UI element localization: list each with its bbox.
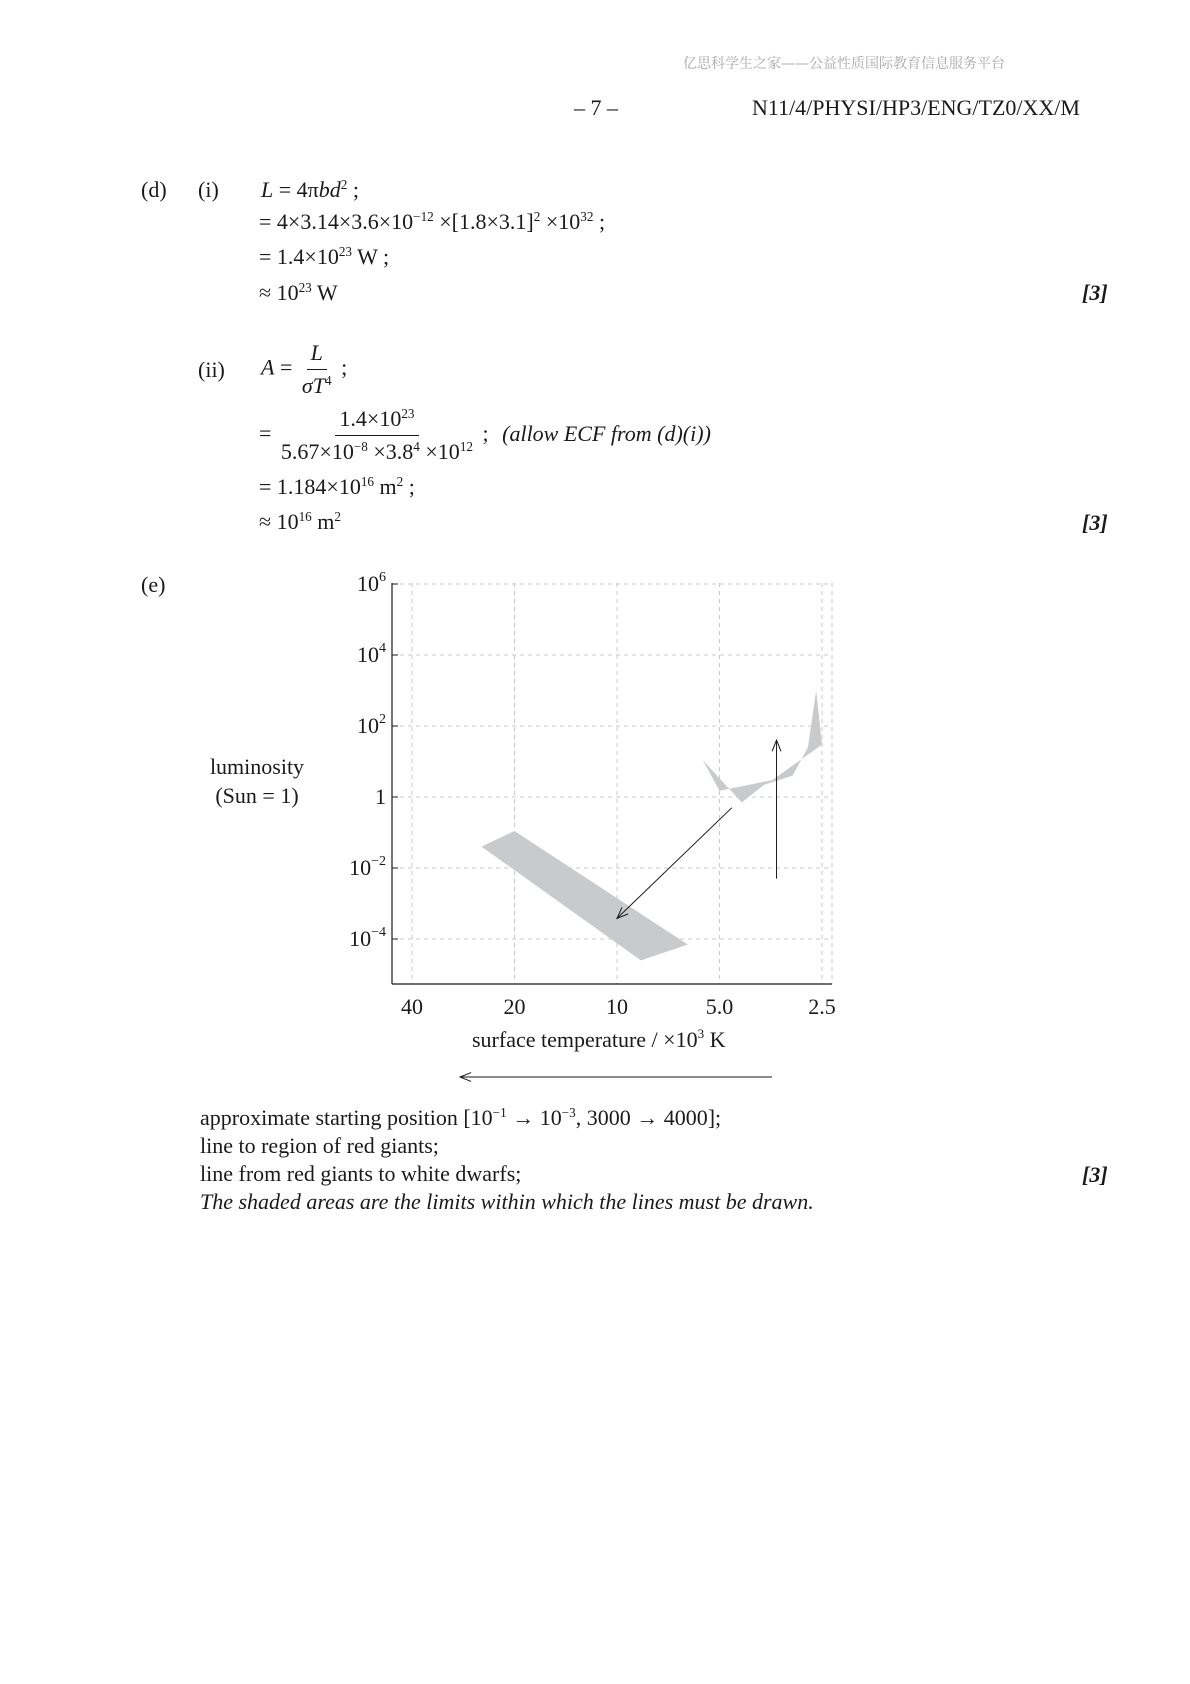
y-tick-label: 1 [375,784,386,809]
exponent: 2 [533,209,541,225]
exponent: 32 [580,209,594,225]
x-tick-label: 40 [401,994,423,1019]
e-marks: [3] [1082,1162,1108,1187]
denominator [298,370,336,399]
exponent: −3 [561,1105,576,1121]
symbol-d: d [329,177,341,202]
text: ×3.8 [367,439,414,464]
watermark: 亿思科学生之家——公益性质国际教育信息服务平台 [683,56,1005,72]
text: = [274,354,293,380]
d-ii-line-1 [261,340,347,399]
fraction [277,406,477,465]
e-answer-line-4: The shaded areas are the limits within which the lines must be drawn. [200,1189,814,1214]
text: = [259,420,272,446]
x-tick-label: 2.5 [808,994,836,1019]
text: ; [335,354,348,380]
text: ×10 [419,439,460,464]
d-ii-line-3 [259,474,415,500]
y-tick-label: $10^2$ [357,712,386,738]
text: = 1.184×10 [259,474,361,499]
symbol-A: A [261,354,275,380]
tick-labels [349,570,836,1019]
exponent: −8 [353,439,368,455]
text: m [374,474,397,499]
arrow-red-giants-to-white-dwarfs-line [617,808,732,919]
text: ×[1.8×3.1] [433,209,534,234]
text: ; [403,474,415,499]
y-axis-label-line-2: (Sun = 1) [215,783,299,808]
symbol-L: L [261,177,274,202]
text: approximate starting position [10 [200,1105,493,1130]
text: m [311,509,335,534]
text: ≈ 10 [259,509,299,534]
e-answer-line-3: line from red giants to white dwarfs; [200,1161,522,1186]
text: ; [477,420,489,446]
part-d-ii-label: (ii) [198,357,225,382]
y-tick-label: $10^{-2}$ [349,854,386,880]
symbol-b: b [318,177,330,202]
exponent: 23 [338,244,353,260]
numerator: L [307,340,327,370]
exponent: 16 [298,509,312,525]
y-tick-label: $10^6$ [357,570,386,596]
part-d-i-label: (i) [198,177,219,202]
x-axis-label: surface temperature / $\times 10^3$ K [472,1026,726,1052]
hr-diagram [320,565,840,1105]
text: W ; [352,244,390,269]
text: ; [347,177,359,202]
text: → 10 [506,1105,562,1130]
paper-reference: N11/4/PHYSI/HP3/ENG/TZ0/XX/M [752,95,1080,120]
e-answer-line-1 [200,1105,721,1131]
x-tick-label: 20 [503,994,526,1019]
text: , 3000 → 4000]; [575,1105,722,1130]
text: = 4π [273,177,319,202]
text: 1.4×10 [339,406,402,431]
numerator [335,406,418,436]
x-tick-label: 10 [606,994,628,1019]
text: ≈ 10 [259,280,299,305]
exponent: −12 [413,209,434,225]
d-i-marks: [3] [1082,280,1108,305]
part-e-label: (e) [141,572,166,597]
d-i-line-4 [259,280,338,306]
part-d-label: (d) [141,177,167,202]
y-tick-label: $10^4$ [357,641,386,667]
red-giant-region [703,691,822,803]
y-tick-label: $10^{-4}$ [349,925,386,951]
exponent: 12 [459,439,473,455]
exponent: 23 [401,406,415,422]
sigma-T: σT [301,373,325,398]
text: ×10 [540,209,581,234]
text: = 1.4×10 [259,244,339,269]
exponent: 4 [324,373,332,389]
white-dwarf-region [482,831,688,960]
exponent: 4 [413,439,420,455]
page-number: – 7 – [574,95,618,120]
text: ; [593,209,606,234]
exponent: 2 [340,177,348,193]
d-ii-line-2 [259,406,711,465]
exponent: 23 [298,280,312,296]
x-tick-label: 5.0 [705,994,734,1019]
d-ii-line-4 [259,509,341,535]
ecf-note: (allow ECF from (d)(i)) [502,420,711,446]
d-i-line-1 [261,177,359,203]
d-i-line-2 [259,209,605,235]
text: W [311,280,338,305]
y-axis-label [200,752,314,810]
exponent: 2 [334,509,341,525]
d-ii-marks: [3] [1082,510,1108,535]
exponent: 16 [360,474,375,490]
d-i-line-3 [259,244,389,270]
denominator [277,436,477,465]
text: = 4×3.14×3.6×10 [259,209,414,234]
y-axis-label-line-1: luminosity [209,754,305,779]
fraction [298,340,336,399]
exponent: 2 [396,474,404,490]
shaded-regions [482,691,823,961]
text: 5.67×10 [280,439,354,464]
exponent: −1 [492,1105,507,1121]
e-answer-line-2: line to region of red giants; [200,1133,439,1158]
